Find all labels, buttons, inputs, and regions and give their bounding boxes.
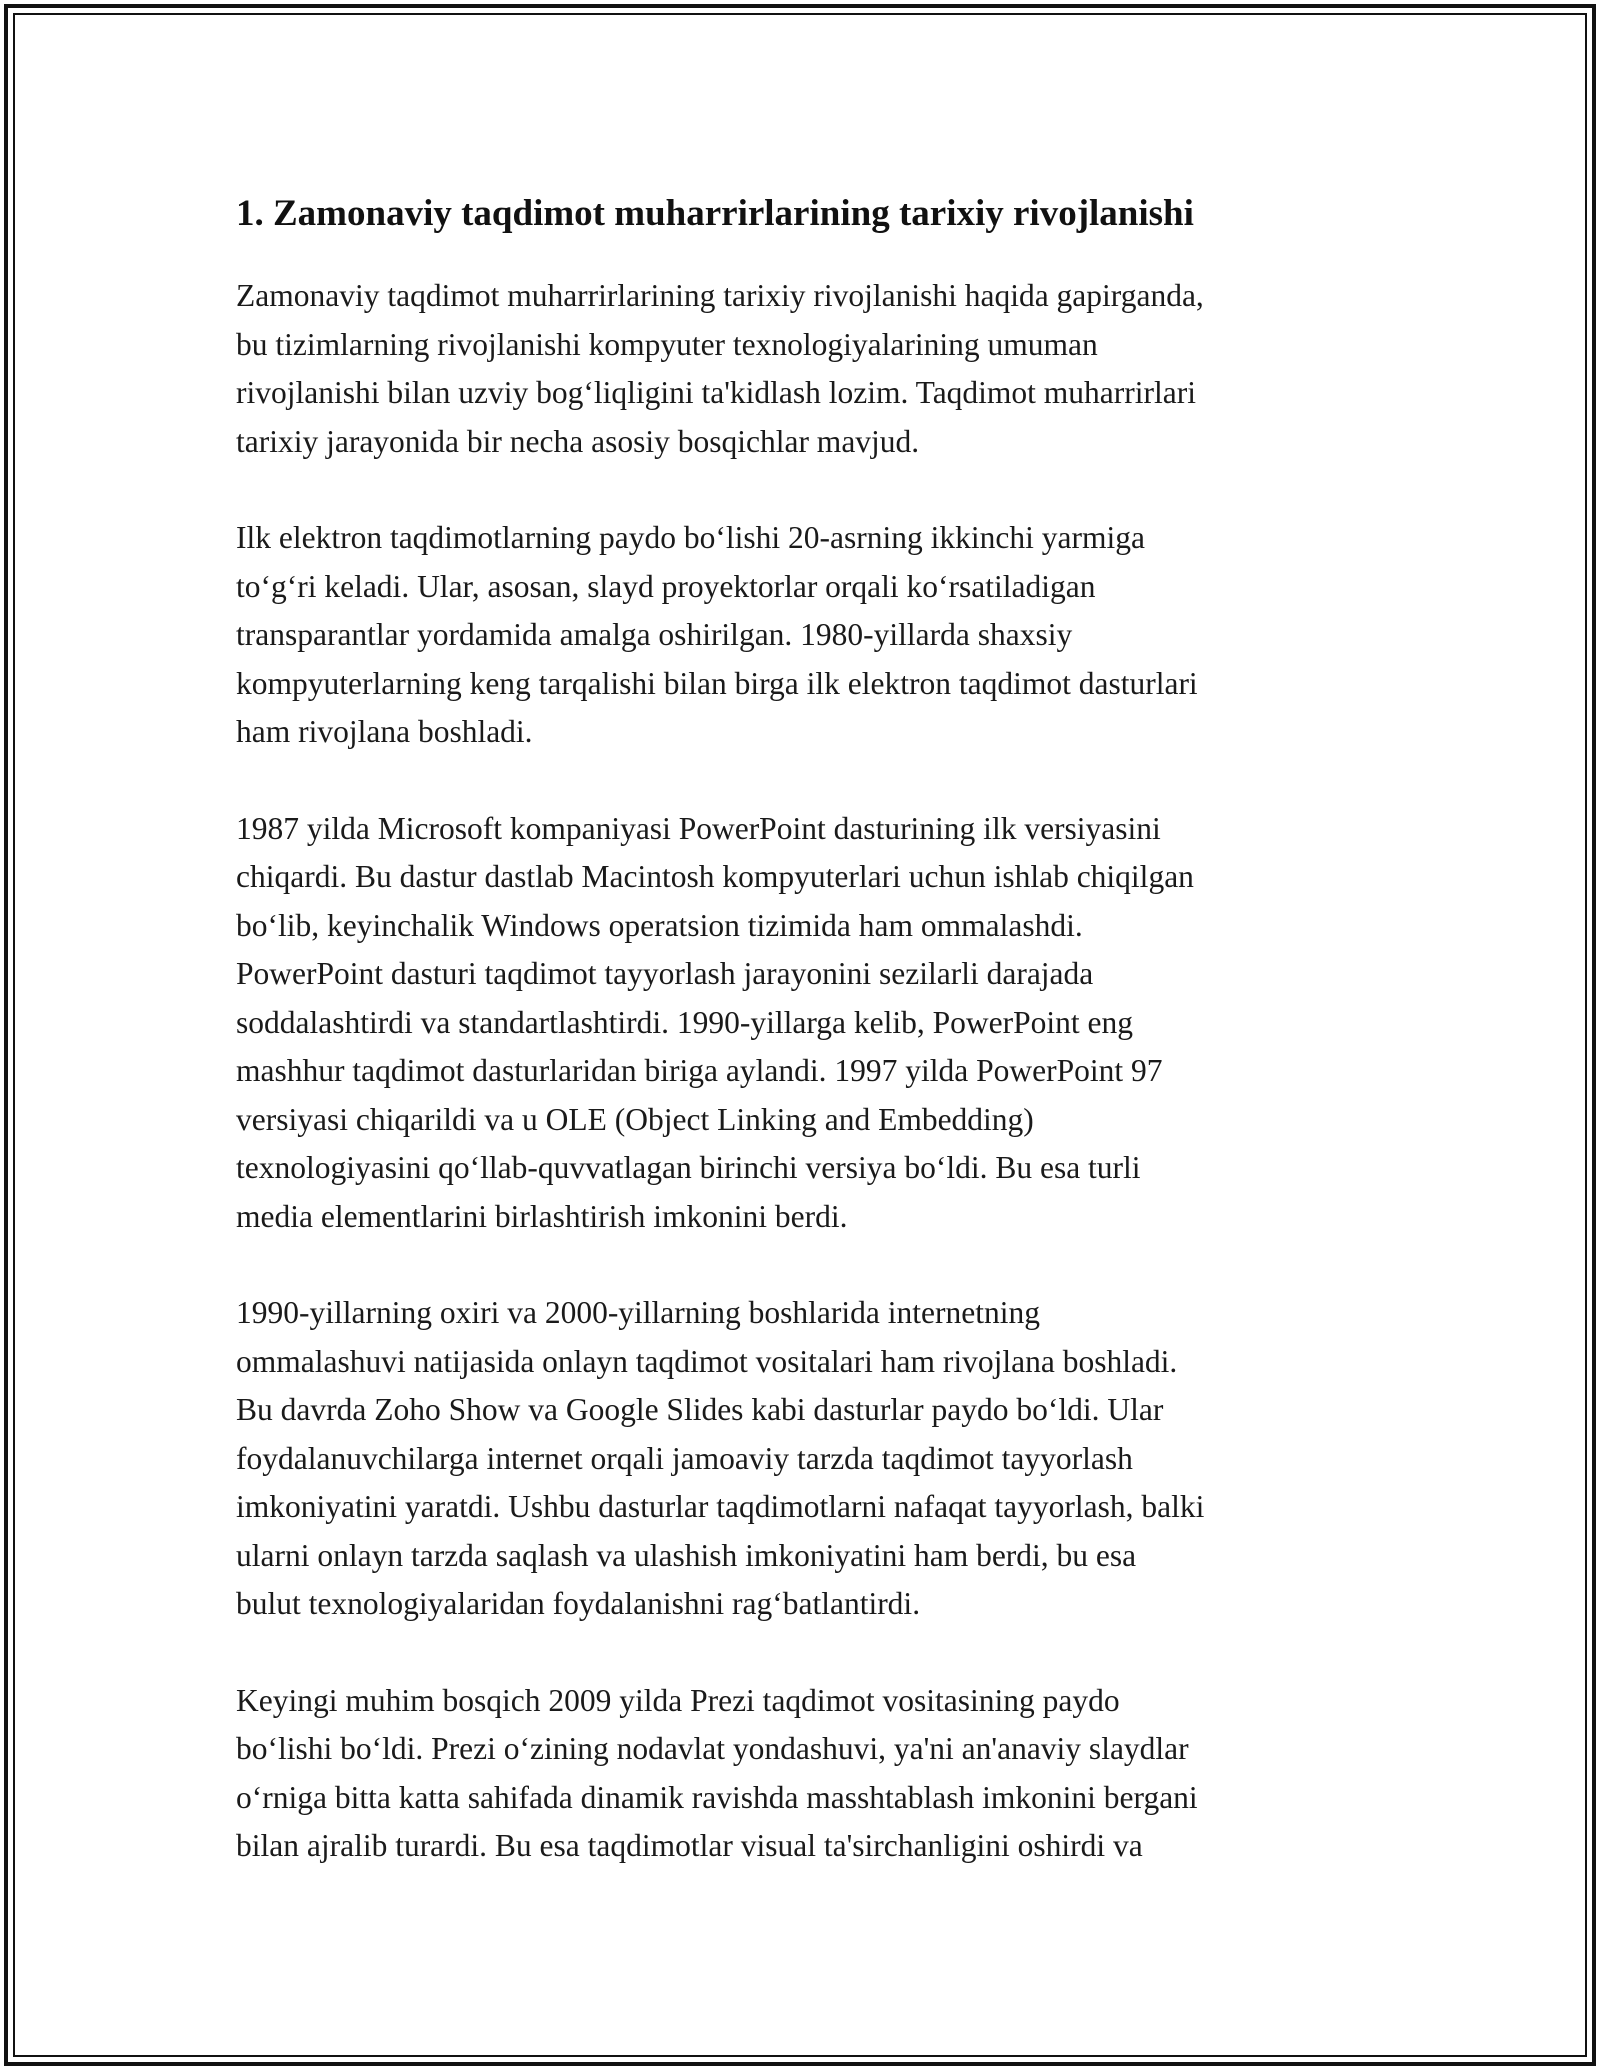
paragraph-line: 1987 yilda Microsoft kompaniyasi PowerPoint dasturining ilk versiyasini: [236, 810, 1161, 846]
paragraph-line: chiqardi. Bu dastur dastlab Macintosh kompyuterlari uchun ishlab chiqilgan: [236, 859, 1194, 894]
paragraph-line: bo‘lishi bo‘ldi. Prezi o‘zining nodavlat yondashuvi, ya'ni an'anaviy slaydlar: [236, 1731, 1189, 1766]
paragraph-line: media elementlarini birlashtirish imkonini berdi.: [236, 1198, 848, 1234]
paragraph-line: foydalanuvchilarga internet orqali jamoaviy tarzda taqdimot tayyorlash: [236, 1440, 1133, 1476]
paragraph-line: rivojlanishi bilan uzviy bog‘liqligini ta'kidlash lozim. Taqdimot muharrirlari: [236, 375, 1196, 410]
paragraph: [236, 514, 1366, 757]
paragraph-line: bu tizimlarning rivojlanishi kompyuter texnologiyalarining umuman: [236, 326, 1098, 362]
paragraph-line: transparantlar yordamida amalga oshirilgan. 1980-yillarda shaxsiy: [236, 617, 1073, 652]
paragraph: [236, 272, 1366, 466]
paragraph-line: bulut texnologiyalaridan foydalanishni rag‘batlantirdi.: [236, 1586, 921, 1621]
paragraph-line: Ilk elektron taqdimotlarning paydo bo‘lishi 20-asrning ikkinchi yarmiga: [236, 520, 1145, 555]
paragraph-line: mashhur taqdimot dasturlaridan biriga aylandi. 1997 yilda PowerPoint 97: [236, 1053, 1163, 1088]
paragraph-line: bilan ajralib turardi. Bu esa taqdimotlar visual ta'sirchanligini oshirdi va: [236, 1828, 1143, 1863]
paragraph-line: o‘rniga bitta katta sahifada dinamik ravishda masshtablash imkonini bergani: [236, 1779, 1198, 1815]
paragraph-line: tarixiy jarayonida bir necha asosiy bosqichlar mavjud.: [236, 423, 920, 459]
paragraph-line: 1990-yillarning oxiri va 2000-yillarning boshlarida internetning: [236, 1295, 1040, 1330]
paragraph-line: Bu davrda Zoho Show va Google Slides kabi dasturlar paydo bo‘ldi. Ular: [236, 1392, 1164, 1427]
paragraph-line: bo‘lib, keyinchalik Windows operatsion tizimida ham ommalashdi.: [236, 907, 1083, 943]
paragraph: [236, 1677, 1366, 1871]
paragraph-line: Keyingi muhim bosqich 2009 yilda Prezi taqdimot vositasining paydo: [236, 1682, 1120, 1718]
paragraph: [236, 1289, 1366, 1629]
paragraph-list: [236, 272, 1366, 1871]
paragraph-line: kompyuterlarning keng tarqalishi bilan birga ilk elektron taqdimot dasturlari: [236, 665, 1198, 701]
paragraph-line: to‘g‘ri keladi. Ular, asosan, slayd proyektorlar orqali ko‘rsatiladigan: [236, 568, 1096, 604]
paragraph-line: ommalashuvi natijasida onlayn taqdimot vositalari ham rivojlana boshladi.: [236, 1343, 1178, 1379]
paragraph-line: soddalashtirdi va standartlashtirdi. 1990-yillarga kelib, PowerPoint eng: [236, 1004, 1134, 1040]
paragraph-line: PowerPoint dasturi taqdimot tayyorlash jarayonini sezilarli darajada: [236, 956, 1094, 991]
paragraph: [236, 805, 1366, 1242]
document-body: [236, 186, 1366, 1919]
paragraph-line: imkoniyatini yaratdi. Ushbu dasturlar taqdimotlarni nafaqat tayyorlash, balki: [236, 1489, 1205, 1524]
paragraph-line: ham rivojlana boshladi.: [236, 714, 533, 749]
paragraph-line: texnologiyasini qo‘llab-quvvatlagan birinchi versiya bo‘ldi. Bu esa turli: [236, 1150, 1141, 1185]
paragraph-line: Zamonaviy taqdimot muharrirlarining tarixiy rivojlanishi haqida gapirganda,: [236, 278, 1204, 313]
paragraph-line: ularni onlayn tarzda saqlash va ulashish imkoniyatini ham berdi, bu esa: [236, 1537, 1137, 1573]
section-heading: 1. Zamonaviy taqdimot muharrirlarining tarixiy rivojlanishi: [236, 193, 1194, 234]
paragraph-line: versiyasi chiqarildi va u OLE (Object Linking and Embedding): [236, 1101, 1034, 1137]
